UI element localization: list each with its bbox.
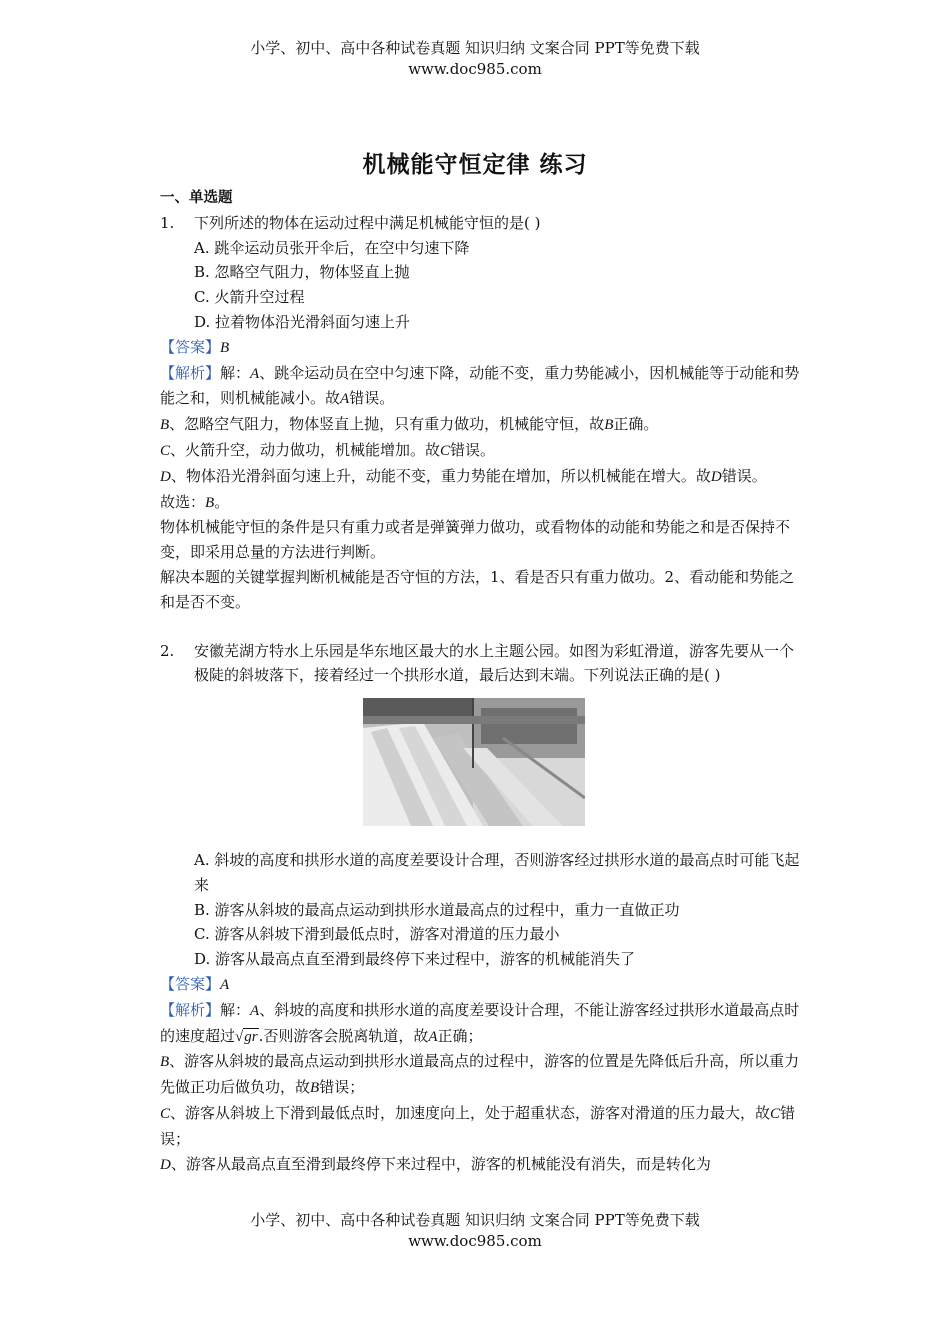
analysis-text: 解： [220,1000,251,1019]
footer-url[interactable]: www.doc985.com [408,1232,542,1250]
analysis-text: 正确。 [613,415,659,434]
analysis-paragraph [160,998,800,1050]
letter: C [160,442,171,459]
letter: B [310,1080,320,1097]
page-footer [0,1210,950,1252]
analysis-text: 、游客从斜坡上下滑到最低点时，加速度向上，处于超重状态，游客对滑道的压力最大，故 [170,1103,771,1122]
analysis-tag: 【解析】 [160,363,221,382]
analysis-tag: 【解析】 [160,1000,221,1019]
spacer [160,615,800,639]
analysis-text: 。 [214,492,230,511]
analysis-text: 、游客从斜坡的最高点运动到拱形水道最高点的过程中，游客的位置是先降低后升高，所以重力先做正功后做负功，故 [160,1052,800,1097]
option-b: B. 游客从斜坡的最高点运动到拱形水道最高点的过程中，重力一直做正功 [194,900,680,919]
letter: C [770,1105,781,1122]
page-header [0,38,950,80]
analysis-text: 、斜坡的高度和拱形水道的高度差要设计合理，不能让游客经过拱形水道最高点时的速度超过 [160,1000,800,1045]
choice-line [160,490,800,516]
answer-tag: 【答案】 [160,974,221,993]
answer-value: A [220,976,230,993]
letter: A [340,391,350,408]
analysis-text: 错误； [160,1103,796,1148]
analysis-text: 、火箭升空，动力做功，机械能增加。故 [170,440,441,459]
option-a: A. 跳伞运动员张开伞后，在空中匀速下降 [194,238,470,257]
analysis-text: 正确； [437,1026,483,1045]
analysis-text: 、忽略空气阻力，物体竖直上抛，只有重力做功，机械能守恒，故 [169,415,605,434]
letter: B [160,1054,170,1071]
letter: A [428,1028,438,1045]
question-2 [160,639,800,689]
analysis-paragraph [160,438,800,464]
analysis-text: 、物体沿光滑斜面匀速上升，动能不变，重力势能在增加，所以机械能在增大。故 [170,466,711,485]
analysis-text: 错误。 [349,389,395,408]
document-body [160,186,800,1177]
question-1 [160,211,800,236]
footer-promo-text: 小学、初中、高中各种试卷真题 知识归纳 文案合同 PPT等免费下载 [250,1211,700,1229]
page-title: 机械能守恒定律 练习 [362,152,588,178]
letter: C [440,442,451,459]
section-heading: 一、单选题 [160,190,233,206]
answer-value: B [220,339,230,356]
analysis-text: .否则游客会脱离轨道，故 [258,1026,429,1045]
water-slide-photo [363,698,585,826]
option-c: C. 火箭升空过程 [194,288,305,307]
option-d: D. 拉着物体沿光滑斜面匀速上升 [194,312,411,331]
analysis-paragraph [160,1152,800,1178]
question-number: 1. [160,213,175,232]
letter: B [205,494,215,511]
header-promo-text: 小学、初中、高中各种试卷真题 知识归纳 文案合同 PPT等免费下载 [250,39,700,57]
note-paragraph: 物体机械能守恒的条件是只有重力或者是弹簧弹力做功，或看物体的动能和势能之和是否保持不变，即采用总量的方法进行判断。 [160,518,791,562]
question-stem: 安徽芜湖方特水上乐园是华东地区最大的水上主题公园。如图为彩虹滑道，游客先要从一个极陡的斜坡落下，接着经过一个拱形水道，最后达到末端。下列说法正确的是( ) [194,641,795,685]
option-b: B. 忽略空气阻力，物体竖直上抛 [194,263,410,282]
letter: B [604,417,614,434]
letter: A [250,365,260,382]
radicand: gr [244,1028,258,1045]
answer-tag: 【答案】 [160,337,221,356]
analysis-paragraph [160,1049,800,1101]
letter: C [160,1105,171,1122]
analysis-text: 解： [220,363,251,382]
analysis-text: 、游客从最高点直至滑到最终停下来过程中，游客的机械能没有消失，而是转化为 [170,1154,711,1173]
analysis-paragraph [160,464,800,490]
analysis-text: 、跳伞运动员在空中匀速下降，动能不变，重力势能减小，因机械能等于动能和势能之和，则机械能减小。故 [160,363,800,408]
letter: D [160,468,171,485]
question-stem: 下列所述的物体在运动过程中满足机械能守恒的是( ) [194,213,541,232]
answer-line [160,335,800,361]
sqrt-expression: √gr [235,1028,258,1045]
letter: D [160,1156,171,1173]
note-paragraph: 解决本题的关键掌握判断机械能是否守恒的方法，1、看是否只有重力做功。2、看动能和势能之和是否不变。 [160,567,795,611]
letter: A [250,1002,260,1019]
analysis-text: 错误。 [721,466,767,485]
analysis-text: 错误； [319,1078,365,1097]
analysis-text: 故选： [160,492,206,511]
analysis-text: 错误。 [450,440,496,459]
option-c: C. 游客从斜坡下滑到最低点时，游客对滑道的压力最小 [194,925,560,944]
header-url[interactable]: www.doc985.com [408,60,542,78]
option-d: D. 游客从最高点直至滑到最终停下来过程中，游客的机械能消失了 [194,950,636,969]
letter: B [160,417,170,434]
analysis-paragraph [160,1101,800,1152]
letter: D [710,468,722,485]
answer-line [160,972,800,998]
option-a: A. 斜坡的高度和拱形水道的高度差要设计合理，否则游客经过拱形水道的最高点时可能飞起来 [194,850,800,894]
question-number: 2. [160,641,175,660]
analysis-paragraph [160,361,800,413]
analysis-paragraph [160,412,800,438]
